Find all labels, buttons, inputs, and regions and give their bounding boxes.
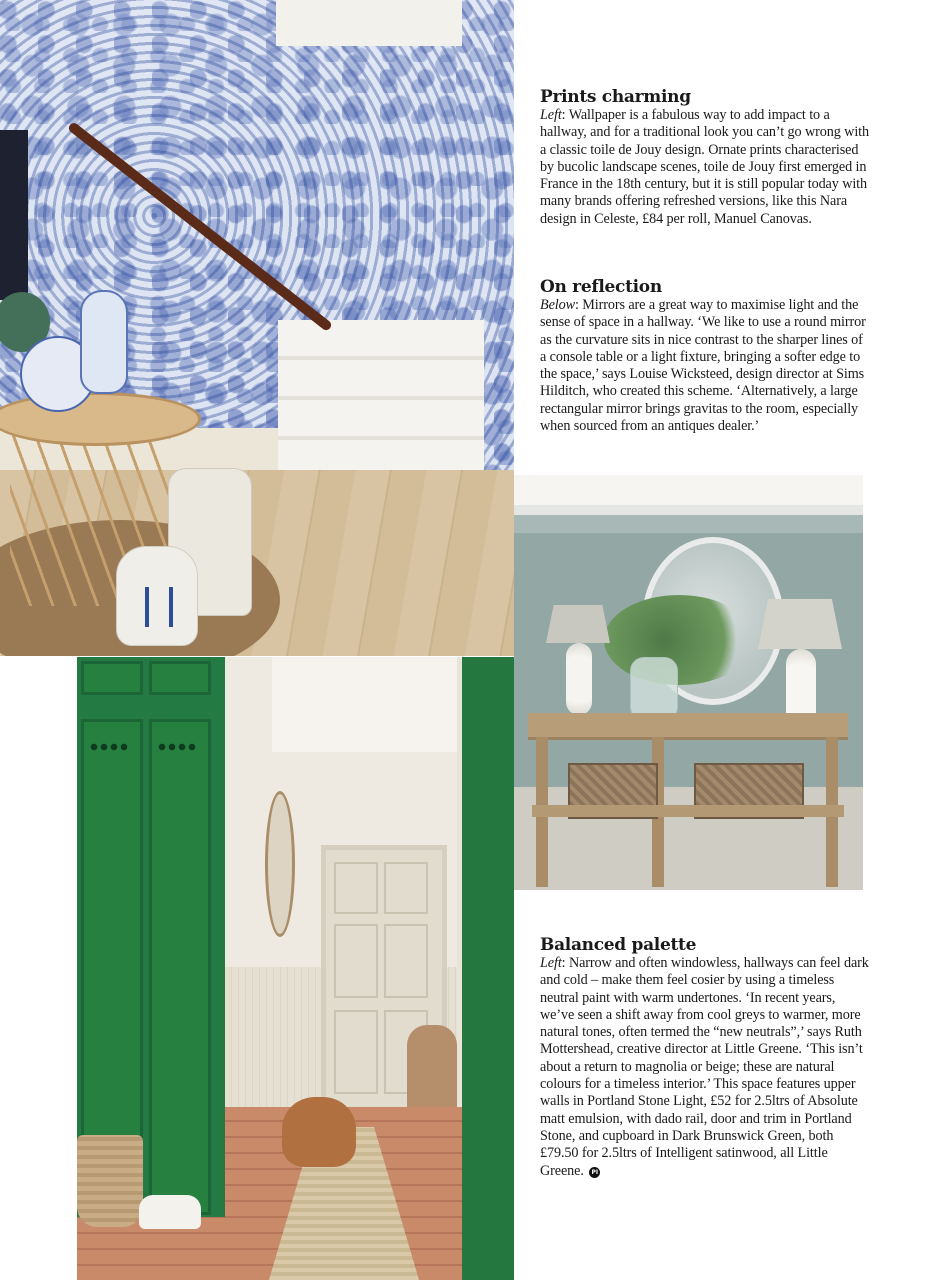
door-panel — [334, 924, 378, 998]
blue-white-jar — [116, 546, 198, 646]
body-prints-charming — [540, 107, 870, 228]
body-text: : Mirrors are a great way to maximise light and the sense of space in a hallway. ‘We like to use a round mirror as the curvature sits in nice contrast to the sharper lines of a console table or a light fixture, bringing a softer edge to the space,’ says Louise Wicksteed, design director at Sims Hilditch, who created this scheme. ‘Alternatively, a large rectangular mirror brings gravitas to the room, especially when sourced from an antiques dealer.’ — [540, 297, 866, 435]
body-text: : Wallpaper is a fabulous way to add impact to a hallway, and for a traditional look you can’t go wrong with a classic toile de Jouy design. Ornate prints characterised by bucolic landscape scenes, toile de Jouy first emerged in France in the 18th century, but it is still popular today with many brands offering refreshed versions, like this Nara design in Celeste, £84 per roll, Manuel Canovas. — [540, 107, 870, 227]
cockapoo-dog — [282, 1097, 356, 1167]
glass-vase — [630, 657, 678, 721]
vent-holes — [89, 741, 129, 753]
door-panel — [384, 924, 428, 998]
door-panel — [384, 862, 428, 914]
heading-balanced-palette: Balanced palette — [540, 935, 697, 955]
console-table-top — [528, 713, 848, 740]
console-table-shelf — [532, 805, 844, 817]
direction-label: Left — [540, 107, 562, 123]
green-cupboard-right — [462, 657, 514, 1280]
left-lamp-base — [566, 643, 592, 715]
dark-curtain — [0, 130, 28, 300]
staircase-toile-photo — [0, 0, 514, 656]
heading-on-reflection: On reflection — [540, 277, 662, 297]
article-balanced-palette — [540, 935, 870, 1180]
stone-floor — [514, 787, 863, 890]
end-mark-icon: PI — [589, 1167, 600, 1178]
ceiling — [276, 0, 462, 46]
foliage-arrangement — [604, 595, 754, 685]
vent-holes — [157, 741, 197, 753]
body-text: : Narrow and often windowless, hallways can feel dark and cold – make them feel cosier by using a timeless neutral paint with warm undertones. ‘In recent years, we’ve seen a shift away from cool greys to warmer, more natural tones, often termed the “new neutrals”,’ says Ruth Mottershead, creative director at Little Greene. ‘This isn’t about a return to magnolia or beige; these are natural colours for a timeless interior.’ This space features upper walls in Portland Stone Light, £52 for 2.5ltrs of Absolute matt emulsion, with dado rail, door and trim in Portland Stone, and cupboard in Dark Brunswick Green, both £79.50 for 2.5ltrs of Intelligent satinwood, all Little Greene. — [540, 955, 869, 1179]
straw-basket — [77, 1135, 143, 1227]
body-on-reflection — [540, 297, 870, 435]
article-prints-charming — [540, 87, 870, 228]
mirror-console-photo — [514, 475, 863, 890]
oval-mirror — [265, 791, 295, 937]
body-balanced-palette — [540, 955, 870, 1180]
white-sneakers — [139, 1195, 201, 1229]
green-hallway-photo — [77, 657, 514, 1280]
article-on-reflection — [540, 277, 870, 435]
cornice — [514, 475, 863, 533]
blue-white-vase — [80, 290, 128, 394]
cupboard-panel — [149, 661, 211, 695]
left-lamp-shade — [546, 605, 610, 643]
door-panel — [334, 1010, 378, 1094]
green-cupboard-left — [77, 657, 225, 1217]
ceiling — [272, 657, 457, 752]
heading-prints-charming: Prints charming — [540, 87, 691, 107]
direction-label: Below — [540, 297, 575, 313]
direction-label: Left — [540, 955, 562, 971]
cupboard-door — [149, 719, 211, 1215]
cupboard-panel — [81, 661, 143, 695]
right-lamp-shade — [758, 599, 842, 649]
door-panel — [334, 862, 378, 914]
